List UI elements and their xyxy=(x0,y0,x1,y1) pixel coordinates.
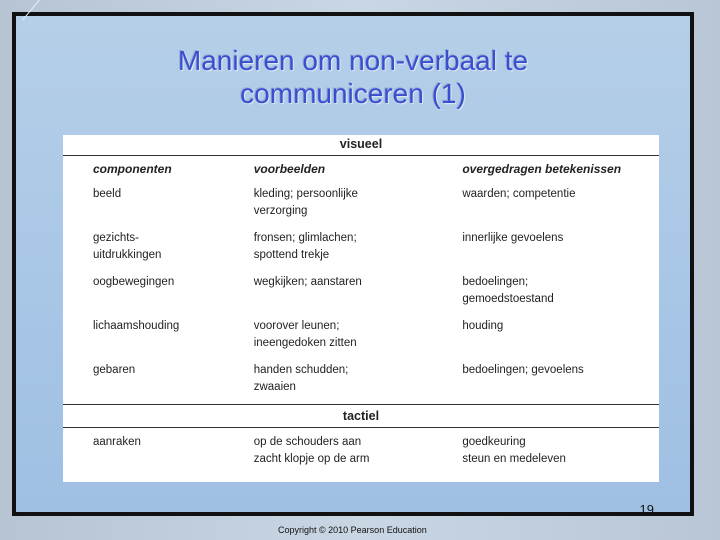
column-header-row xyxy=(63,156,659,185)
slide-title xyxy=(16,44,690,110)
table-cell: houding xyxy=(462,320,504,332)
copyright-text: Copyright © 2010 Pearson Education xyxy=(278,525,427,535)
slide xyxy=(12,12,694,516)
table-cell: gezichts- uitdrukkingen xyxy=(93,232,162,261)
table-cell: bedoelingen; gevoelens xyxy=(462,364,584,376)
table-row xyxy=(63,316,659,360)
table-row xyxy=(63,272,659,316)
table-cell: aanraken xyxy=(93,436,141,448)
table-cell: oogbewegingen xyxy=(93,276,175,288)
section-header-visual: visueel xyxy=(63,135,659,156)
column-header: componenten xyxy=(93,162,172,176)
column-header: voorbeelden xyxy=(253,162,326,176)
table-row xyxy=(63,360,659,405)
table-cell: waarden; competentie xyxy=(462,188,576,200)
title-line-1: Manieren om non-verbaal te xyxy=(177,45,529,76)
table-cell: op de schouders aan zacht klopje op de arm xyxy=(253,436,370,465)
title-line-2: communiceren (1) xyxy=(240,78,466,109)
table-cell: gebaren xyxy=(93,364,136,376)
table-cell: voorover leunen; ineengedoken zitten xyxy=(253,320,357,349)
table-cell: goedkeuring steun en medeleven xyxy=(462,436,566,465)
decorative-line xyxy=(22,0,48,21)
table-cell: beeld xyxy=(93,188,122,200)
table-cell: bedoelingen; gemoedstoestand xyxy=(462,276,554,305)
table-cell: fronsen; glimlachen; spottend trekje xyxy=(253,232,357,261)
slide-number: 19 xyxy=(639,502,654,517)
table-row xyxy=(63,228,659,272)
table-cell: lichaamshouding xyxy=(93,320,180,332)
table-cell: wegkijken; aanstaren xyxy=(253,276,362,288)
communication-table xyxy=(63,135,659,482)
column-header: overgedragen betekenissen xyxy=(462,162,622,176)
table-row xyxy=(63,428,659,477)
table-cell: innerlijke gevoelens xyxy=(462,232,564,244)
table-row xyxy=(63,184,659,228)
section-header-tactile: tactiel xyxy=(63,405,659,428)
table-cell: handen schudden; zwaaien xyxy=(253,364,349,393)
table-cell: kleding; persoonlijke verzorging xyxy=(253,188,358,217)
